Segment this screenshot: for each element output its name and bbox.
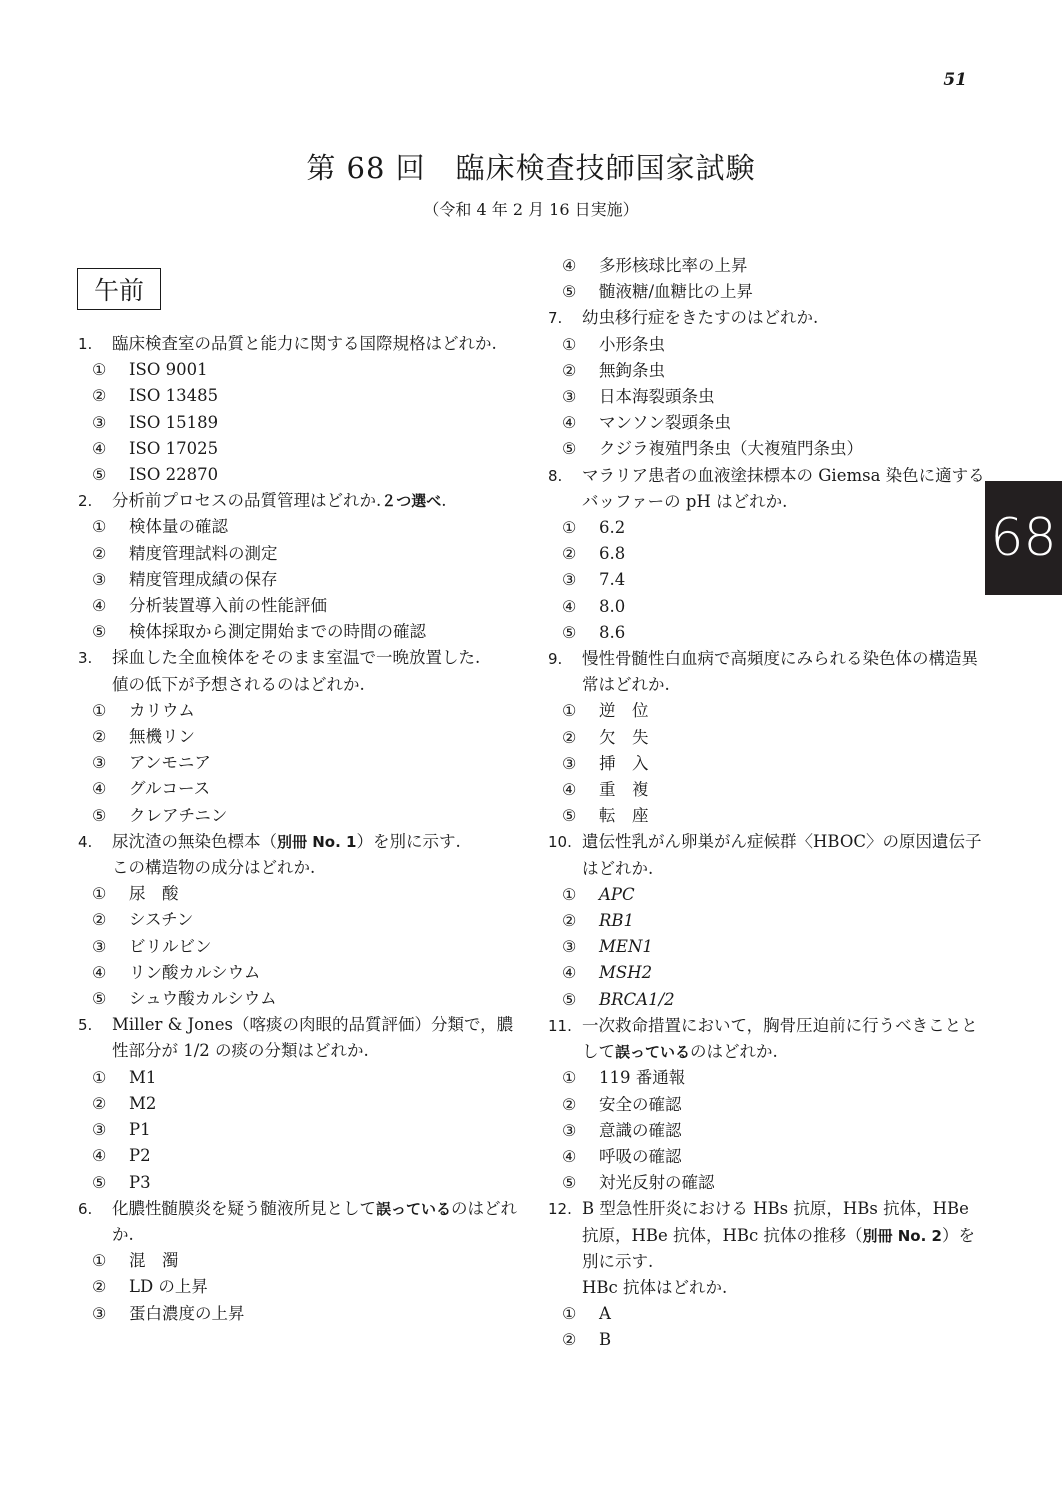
emphasis-text: 誤っている — [376, 1199, 452, 1218]
option-marker: ② — [562, 727, 577, 747]
option-item — [78, 960, 518, 986]
option-marker: ④ — [562, 780, 577, 800]
question-text: 幼虫移行症をきたすのはどれか. — [582, 308, 819, 328]
option-item — [78, 619, 518, 645]
option-marker: ⑤ — [92, 622, 107, 642]
emphasis-text: 別冊 No. 2 — [862, 1226, 942, 1245]
option-marker: ③ — [562, 570, 577, 590]
option-text: グルコース — [129, 779, 211, 799]
option-text: 検体量の確認 — [129, 517, 228, 537]
option-marker: ① — [92, 884, 107, 904]
option-item — [78, 436, 518, 462]
option-marker: ③ — [562, 753, 577, 773]
option-text: BRCA1/2 — [599, 989, 675, 1009]
option-item — [548, 567, 988, 593]
option-text: 尿 酸 — [129, 884, 179, 904]
question-stem — [548, 463, 988, 515]
option-text: 転 座 — [599, 806, 649, 826]
option-marker: ④ — [562, 1146, 577, 1166]
option-item — [78, 462, 518, 488]
option-text: 分析装置導入前の性能評価 — [129, 596, 327, 616]
question-number: 1. — [78, 335, 93, 353]
option-list — [548, 1301, 988, 1353]
option-marker: ④ — [92, 1146, 107, 1166]
option-text: MEN1 — [599, 937, 653, 957]
question-number: 4. — [78, 832, 93, 851]
option-text: ビリルビン — [129, 936, 212, 956]
option-marker: ⑤ — [562, 622, 577, 642]
option-marker: ② — [92, 727, 107, 747]
option-item — [548, 253, 988, 279]
option-marker: ③ — [92, 753, 107, 773]
option-item — [78, 1170, 518, 1196]
option-text: P2 — [129, 1146, 151, 1166]
question-text: 一次救命措置において，胸骨圧迫前に行うべきこととして誤っているのはどれか. — [582, 1015, 978, 1062]
option-item — [548, 1065, 988, 1091]
option-marker: ⑤ — [92, 1172, 107, 1192]
question-stem — [78, 488, 518, 514]
question-number: 2. — [78, 492, 93, 511]
option-text: 挿 入 — [599, 753, 649, 773]
option-marker: ⑤ — [562, 282, 577, 302]
option-text: P1 — [129, 1120, 151, 1140]
question-stem — [548, 1013, 988, 1065]
option-text: 欠 失 — [599, 727, 649, 747]
option-text: シスチン — [129, 910, 194, 930]
option-marker: ② — [562, 1094, 577, 1114]
session-label: 午前 — [77, 268, 161, 310]
option-marker: ④ — [562, 963, 577, 983]
option-marker: ① — [92, 1251, 107, 1271]
option-item — [78, 1091, 518, 1117]
option-marker: ③ — [92, 1120, 107, 1140]
option-text: 小形条虫 — [599, 334, 665, 354]
option-text: カリウム — [129, 700, 195, 720]
option-text: 無鉤条虫 — [599, 360, 665, 380]
option-marker: ③ — [562, 937, 577, 957]
option-text: 日本海裂頭条虫 — [599, 387, 715, 407]
option-text: 8.0 — [599, 596, 626, 616]
option-list — [78, 357, 518, 488]
option-item — [548, 908, 988, 934]
question-text: 採血した全血検体をそのまま室温で一晩放置した. 値の低下が予想されるのはどれか. — [112, 648, 481, 694]
option-text: ISO 9001 — [129, 360, 208, 380]
option-item — [78, 698, 518, 724]
option-item — [78, 1065, 518, 1091]
option-item — [548, 594, 988, 620]
option-marker: ⑤ — [562, 439, 577, 459]
option-item — [78, 1248, 518, 1274]
option-text: LD の上昇 — [129, 1277, 208, 1297]
option-item — [78, 1143, 518, 1169]
question-stem — [548, 829, 988, 881]
question-block — [78, 331, 518, 488]
option-text: 119 番通報 — [599, 1068, 686, 1088]
question-text: 分析前プロセスの品質管理はどれか.２つ選べ. — [112, 491, 447, 511]
option-marker: ② — [92, 910, 107, 930]
question-number: 11. — [548, 1016, 572, 1035]
question-stem — [78, 1196, 518, 1248]
option-marker: ⑤ — [562, 1173, 577, 1193]
option-marker: ① — [562, 518, 577, 538]
question-number: 10. — [548, 833, 572, 852]
option-marker: ③ — [92, 936, 107, 956]
option-text: クジラ複殖門条虫（大複殖門条虫） — [599, 439, 863, 459]
option-item — [548, 1301, 988, 1327]
question-block — [548, 305, 988, 462]
option-item — [548, 934, 988, 960]
question-block — [78, 488, 518, 645]
option-marker: ① — [562, 701, 577, 721]
option-marker: ② — [562, 360, 577, 380]
option-text: ISO 15189 — [129, 412, 219, 432]
right-column — [548, 253, 988, 1354]
question-number: 12. — [548, 1200, 572, 1219]
option-text: RB1 — [599, 911, 635, 931]
option-marker: ① — [562, 334, 577, 354]
option-text: 8.6 — [599, 622, 626, 642]
option-item — [548, 384, 988, 410]
option-marker: ⑤ — [92, 465, 107, 485]
page-number: 51 — [943, 70, 967, 90]
option-item — [78, 907, 518, 933]
option-list — [78, 1248, 518, 1327]
question-block — [548, 463, 988, 646]
option-text: ISO 13485 — [129, 386, 219, 406]
option-marker: ③ — [92, 1303, 107, 1323]
option-text: 対光反射の確認 — [599, 1173, 715, 1193]
option-item — [548, 1327, 988, 1353]
option-item — [548, 1118, 988, 1144]
question-note: HBc 抗体はどれか. — [582, 1277, 728, 1297]
option-marker: ③ — [92, 412, 107, 432]
option-item — [78, 881, 518, 907]
question-stem — [78, 1012, 518, 1064]
option-text: リン酸カルシウム — [129, 962, 261, 982]
option-marker: ③ — [562, 1120, 577, 1140]
option-item — [78, 750, 518, 776]
option-item — [78, 541, 518, 567]
option-item — [548, 987, 988, 1013]
question-number: 9. — [548, 650, 563, 669]
option-item — [548, 410, 988, 436]
option-text: 精度管理成績の保存 — [129, 569, 278, 589]
question-stem — [548, 305, 988, 331]
option-marker: ⑤ — [562, 989, 577, 1009]
option-marker: ① — [92, 517, 107, 537]
question-text: 臨床検査室の品質と能力に関する国際規格はどれか. — [112, 334, 497, 353]
option-item — [78, 514, 518, 540]
option-text: 7.4 — [599, 570, 626, 590]
option-text: 重 複 — [599, 780, 649, 800]
option-list — [78, 881, 518, 1012]
question-text: 化膿性髄膜炎を疑う髄液所見として誤っているのはどれか. — [112, 1198, 518, 1244]
option-marker: ③ — [92, 569, 107, 589]
option-text: 呼吸の確認 — [599, 1146, 682, 1166]
option-list — [78, 514, 518, 645]
question-text: B 型急性肝炎における HBs 抗原，HBs 抗体，HBe 抗原，HBe 抗体，HBc 抗体の推移（別冊 No. 2）を別に示す. — [582, 1199, 975, 1271]
option-marker: ④ — [92, 962, 107, 982]
option-item — [548, 332, 988, 358]
emphasis-text: 別冊 No. 1 — [277, 832, 357, 851]
option-text: 検体採取から測定開始までの時間の確認 — [129, 622, 426, 642]
option-item — [78, 1301, 518, 1327]
option-text: A — [599, 1304, 611, 1324]
question-number: 7. — [548, 309, 563, 328]
emphasis-text: 誤っている — [615, 1043, 691, 1062]
emphasis-text: ２つ選べ — [381, 492, 442, 511]
option-text: M1 — [129, 1067, 157, 1087]
option-text: アンモニア — [129, 753, 211, 773]
option-marker: ② — [562, 1330, 577, 1350]
question-stem — [548, 1196, 988, 1275]
option-item — [548, 279, 988, 305]
option-text: M2 — [129, 1093, 157, 1113]
option-item — [548, 803, 988, 829]
option-item — [548, 698, 988, 724]
question-block — [78, 1196, 518, 1327]
option-marker: ② — [562, 911, 577, 931]
option-marker: ④ — [92, 779, 107, 799]
option-text: シュウ酸カルシウム — [129, 989, 277, 1009]
question-stem — [78, 645, 518, 697]
option-item — [78, 934, 518, 960]
option-item — [78, 357, 518, 383]
question-block — [78, 1012, 518, 1195]
option-text: 意識の確認 — [599, 1120, 682, 1140]
question-block — [548, 1013, 988, 1196]
option-text: ISO 17025 — [129, 438, 219, 458]
option-list — [548, 698, 988, 829]
option-item — [548, 541, 988, 567]
option-text: MSH2 — [599, 963, 653, 983]
option-item — [78, 1117, 518, 1143]
option-text: 精度管理試料の測定 — [129, 543, 278, 563]
option-marker: ⑤ — [92, 805, 107, 825]
question-block — [78, 645, 518, 828]
option-list — [78, 698, 518, 829]
option-item — [548, 358, 988, 384]
option-text: 逆 位 — [599, 701, 649, 721]
question-stem — [78, 829, 518, 881]
question-text: 慢性骨髄性白血病で高頻度にみられる染色体の構造異常はどれか. — [582, 649, 978, 695]
option-marker: ② — [562, 544, 577, 564]
option-text: P3 — [129, 1172, 151, 1192]
option-text: 無機リン — [129, 727, 195, 747]
option-text: 多形核球比率の上昇 — [599, 256, 748, 275]
question-text: マラリア患者の血液塗抹標本の Giemsa 染色に適するバッファーの pH はどれか. — [582, 465, 985, 511]
option-list — [78, 1065, 518, 1196]
option-item — [78, 724, 518, 750]
option-marker: ① — [92, 700, 107, 720]
option-item — [78, 593, 518, 619]
question-block — [548, 829, 988, 1012]
option-marker: ④ — [562, 256, 577, 275]
option-list — [548, 253, 988, 305]
option-item — [548, 1144, 988, 1170]
option-item — [548, 882, 988, 908]
question-text: Miller & Jones（喀痰の肉眼的品質評価）分類で，膿性部分が 1/2 の痰の分類はどれか. — [112, 1015, 514, 1061]
option-marker: ② — [92, 386, 107, 406]
option-marker: ① — [562, 884, 577, 904]
question-number: 6. — [78, 1199, 93, 1218]
option-item — [78, 410, 518, 436]
option-item — [78, 567, 518, 593]
option-marker: ⑤ — [92, 989, 107, 1009]
option-item — [548, 1092, 988, 1118]
option-marker: ① — [92, 1067, 107, 1087]
option-text: マンソン裂頭条虫 — [599, 413, 731, 433]
option-text: 6.2 — [599, 518, 626, 538]
option-marker: ① — [562, 1304, 577, 1324]
question-number: 5. — [78, 1016, 93, 1035]
option-list — [548, 515, 988, 646]
option-marker: ④ — [562, 413, 577, 433]
option-list — [548, 332, 988, 463]
option-marker: ④ — [92, 438, 107, 458]
question-text: 尿沈渣の無染色標本（別冊 No. 1）を別に示す. この構造物の成分はどれか. — [112, 831, 461, 878]
option-marker: ② — [92, 543, 107, 563]
question-block — [78, 829, 518, 1012]
option-item — [548, 620, 988, 646]
question-number: 3. — [78, 649, 93, 668]
option-list — [548, 1065, 988, 1196]
left-column — [78, 331, 518, 1327]
side-tab: 68 — [985, 481, 1062, 595]
option-marker: ④ — [92, 596, 107, 616]
option-item — [78, 1274, 518, 1300]
option-marker: ① — [92, 360, 107, 380]
option-text: 6.8 — [599, 544, 626, 564]
question-text: 遺伝性乳がん卵巣がん症候群〈HBOC〉の原因遺伝子はどれか. — [582, 832, 982, 878]
option-item — [548, 1170, 988, 1196]
question-block — [548, 646, 988, 829]
option-marker: ④ — [562, 596, 577, 616]
option-item — [548, 515, 988, 541]
option-item — [548, 960, 988, 986]
page-subtitle: （令和 4 年 2 月 16 日実施） — [423, 200, 639, 219]
option-text: 髄液糖/血糖比の上昇 — [599, 282, 754, 302]
page-title: 第 68 回 臨床検査技師国家試験 — [306, 151, 756, 185]
option-marker: ① — [562, 1068, 577, 1088]
option-marker: ⑤ — [562, 806, 577, 826]
question-number: 8. — [548, 466, 563, 485]
option-list — [548, 882, 988, 1013]
option-item — [78, 383, 518, 409]
question-block — [548, 1196, 988, 1353]
option-text: 蛋白濃度の上昇 — [129, 1303, 245, 1323]
option-text: B — [599, 1330, 612, 1350]
option-marker: ② — [92, 1277, 107, 1297]
option-marker: ③ — [562, 387, 577, 407]
option-item — [78, 776, 518, 802]
option-text: クレアチニン — [129, 805, 228, 825]
option-item — [548, 777, 988, 803]
option-item — [78, 986, 518, 1012]
option-text: APC — [599, 884, 635, 904]
option-item — [548, 751, 988, 777]
option-text: 混 濁 — [129, 1251, 179, 1271]
option-text: ISO 22870 — [129, 465, 219, 485]
option-item — [548, 436, 988, 462]
question-stem — [78, 331, 518, 357]
question-stem — [548, 646, 988, 698]
option-marker: ② — [92, 1093, 107, 1113]
option-text: 安全の確認 — [599, 1094, 682, 1114]
option-item — [78, 803, 518, 829]
option-item — [548, 725, 988, 751]
